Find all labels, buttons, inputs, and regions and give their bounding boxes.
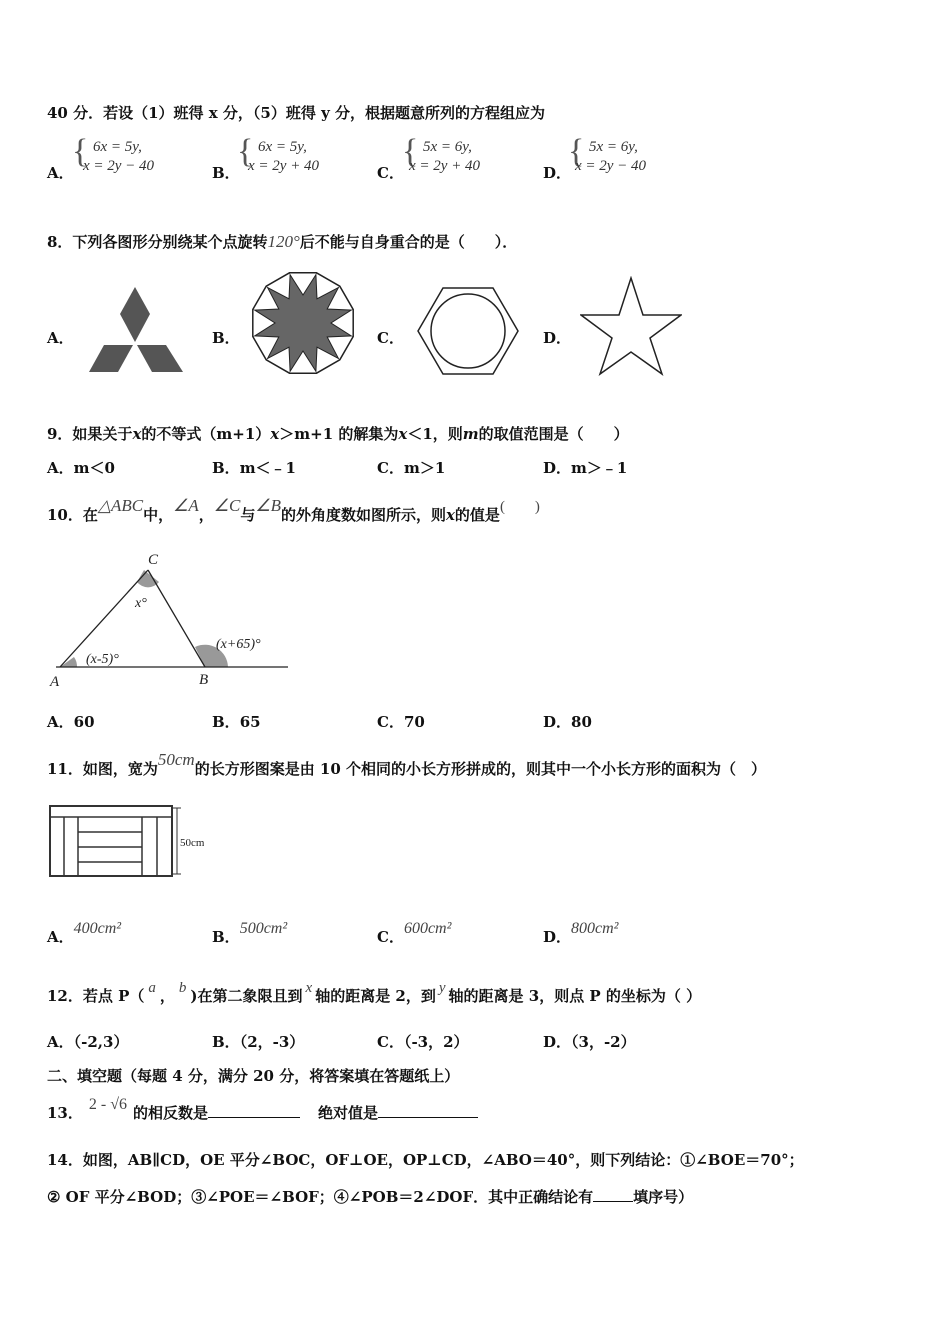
brace-icon: {: [72, 133, 89, 170]
vertex-b-label: B: [199, 672, 209, 688]
vertex-a-label: A: [50, 674, 60, 690]
section-heading: 二、填空题（每题 4 分，满分 20 分，将答案填在答题纸上）: [47, 1067, 460, 1085]
q7-option-c-system: 5x = 6y, x = 2y + 40: [409, 139, 481, 174]
circle-shape: [431, 294, 505, 368]
q7-option-a-letter[interactable]: A．: [47, 164, 74, 182]
q7-option-d-system: 5x = 6y, x = 2y − 40: [575, 139, 647, 174]
q7-option-a-system: 6x = 5y, x = 2y − 40: [83, 139, 155, 174]
q10-option-a[interactable]: A．60: [47, 713, 95, 731]
q12-option-a[interactable]: A．（-2,3）: [47, 1033, 129, 1051]
angle-a-label: (x-5)°: [86, 652, 119, 667]
dimension-label: 50cm: [180, 837, 204, 849]
q7-stem: 40 分．若设（1）班得 x 分，（5）班得 y 分，根据题意所列的方程组应为: [47, 104, 546, 122]
q9-stem: 9．如果关于x的不等式（m+1）x＞m+1 的解集为x＜1，则m的取值范围是（ ）: [47, 425, 629, 443]
q7-option-b-system: 6x = 5y, x = 2y + 40: [248, 139, 320, 174]
q9-option-b[interactable]: B．m＜﹣1: [212, 459, 296, 477]
q14-line-2: ② OF 平分∠BOD；③∠POE＝∠BOF；④∠POB＝2∠DOF．其中正确结论有 填序号）: [47, 1188, 694, 1206]
diamond-shape: [137, 345, 183, 372]
q8-option-b-letter[interactable]: B．: [212, 329, 240, 347]
q10-option-d[interactable]: D．80: [543, 713, 592, 731]
diamond-shape: [120, 287, 150, 342]
hexagon-shape: [418, 288, 518, 374]
q8-figure-b-dodecagon-star: [248, 268, 358, 378]
q14-answer-blank[interactable]: [593, 1201, 633, 1202]
q12-stem: 12．若点 P（ a ， b )在第二象限且到 x 轴的距离是 2，到 y 轴的距离是 3，则点 P 的坐标为（ ）: [47, 980, 702, 1005]
q7-option-b-letter[interactable]: B．: [212, 164, 240, 182]
q8-figure-a-three-diamonds: [84, 285, 186, 375]
twelve-point-star-shape: [255, 275, 352, 372]
q8-option-a-letter[interactable]: A．: [47, 329, 74, 347]
q11-option-b[interactable]: B．500cm²: [212, 920, 288, 946]
vertex-c-label: C: [148, 552, 159, 568]
q8-figure-c-hexagon-circle: [416, 286, 520, 376]
q11-rectangle-figure: [44, 800, 204, 882]
brace-icon: {: [237, 133, 254, 170]
brace-icon: {: [568, 133, 585, 170]
q11-option-c[interactable]: C．600cm²: [377, 920, 452, 946]
diamond-shape: [89, 345, 133, 372]
q7-option-c-letter[interactable]: C．: [377, 164, 404, 182]
q10-triangle-figure: [40, 548, 300, 693]
q10-option-b[interactable]: B．65: [212, 713, 261, 731]
q9-option-d[interactable]: D．m＞﹣1: [543, 459, 628, 477]
q13-stem: 13． 2 - √6 的相反数是 绝对值是: [47, 1102, 478, 1123]
side-cb: [148, 570, 205, 667]
q14-line-1: 14．如图，AB∥CD，OE 平分∠BOC，OF⊥OE，OP⊥CD，∠ABO＝40°，则下列结论：①∠BOE＝70°；: [47, 1151, 804, 1169]
q8-figure-d-star: [580, 276, 682, 376]
q9-option-c[interactable]: C．m＞1: [377, 459, 446, 477]
q10-stem: 10．在△ABC中，∠A，∠C与∠B的外角度数如图所示，则x的值是( ): [47, 496, 540, 524]
q8-option-d-letter[interactable]: D．: [543, 329, 572, 347]
angle-b-label: (x+65)°: [216, 637, 261, 652]
q13-answer-blank-2[interactable]: [378, 1117, 478, 1118]
q12-option-d[interactable]: D．（3，-2）: [543, 1033, 636, 1051]
q11-option-a[interactable]: A．400cm²: [47, 920, 122, 946]
q12-option-b[interactable]: B．（2，-3）: [212, 1033, 305, 1051]
q9-option-a[interactable]: A．m＜0: [47, 459, 115, 477]
q10-option-c[interactable]: C．70: [377, 713, 425, 731]
q8-option-c-letter[interactable]: C．: [377, 329, 404, 347]
q8-stem: 8．下列各图形分别绕某个点旋转120°后不能与自身重合的是（ ）．: [47, 232, 518, 251]
brace-icon: {: [402, 133, 419, 170]
q11-option-d[interactable]: D．800cm²: [543, 920, 619, 946]
q12-option-c[interactable]: C．（-3，2）: [377, 1033, 469, 1051]
q7-option-d-letter[interactable]: D．: [543, 164, 572, 182]
five-point-star-shape: [581, 278, 681, 374]
q13-answer-blank-1[interactable]: [208, 1117, 300, 1118]
angle-c-label: x°: [135, 596, 147, 611]
q11-stem: 11．如图，宽为50cm的长方形图案是由 10 个相同的小长方形拼成的，则其中一个小长方形的面积为（ ）: [47, 750, 767, 778]
